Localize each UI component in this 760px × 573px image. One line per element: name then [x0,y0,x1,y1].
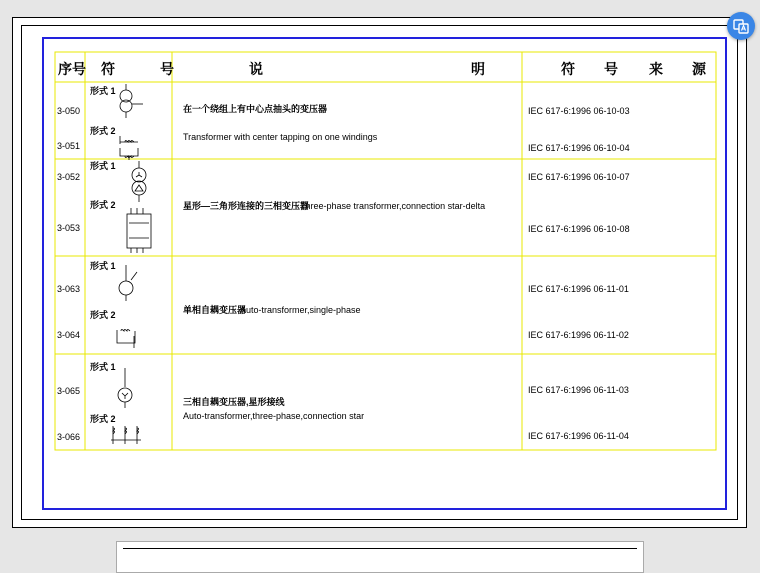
table-row [57,160,630,253]
form-label-1: 形式 1 [90,362,116,372]
header-no: 序号 [58,61,86,77]
description-en: Three-phase transformer,connection star-delta [300,201,486,211]
next-page-border [123,548,637,549]
description-en: Transformer with center tapping on one windings [183,132,378,142]
form-label-2: 形式 2 [90,200,116,210]
description-cn: 单相自耦变压器 [183,305,247,315]
row-number-2: 3-064 [57,330,81,340]
header-src-c: 来 [649,61,663,77]
header-desc-b: 明 [471,61,485,77]
star-delta-transformer-coil-symbol [127,208,151,253]
three-phase-auto-transformer-coil-symbol [111,426,141,444]
auto-transformer-symbol [119,265,137,301]
three-phase-auto-transformer-symbol [118,368,132,408]
description-cn: 星形—三角形连接的三相变压器 [183,201,310,211]
translate-page-button[interactable] [727,12,755,40]
header-src-a: 符 [561,61,575,77]
description-cn: 在一个绕组上有中心点抽头的变压器 [183,104,328,114]
header-symbol-b: 号 [160,61,174,77]
row-number-2: 3-051 [57,141,81,151]
header-src-d: 源 [692,61,706,77]
form-label-1: 形式 1 [90,261,116,271]
header-symbol-a: 符 [101,61,115,77]
next-page [116,541,644,573]
transformer-center-tap-symbol [120,84,143,118]
row-number-2: 3-066 [57,432,81,442]
auto-transformer-coil-symbol [117,330,135,349]
form-label-1: 形式 1 [90,86,116,96]
table-row [57,361,629,444]
row-number-2: 3-053 [57,223,81,233]
source-ref-2: IEC 617-6:1996 06-10-08 [528,224,630,234]
form-label-2: 形式 2 [90,414,116,424]
table-header [58,61,707,77]
form-label-1: 形式 1 [90,161,116,171]
row-number-1: 3-063 [57,284,81,294]
header-src-b: 号 [604,61,618,77]
header-desc-a: 说 [249,61,263,77]
form-label-2: 形式 2 [90,310,116,320]
document-page [12,17,747,528]
translate-page-icon [733,18,749,34]
transformer-center-tap-coil-symbol [120,136,138,160]
source-ref-1: IEC 617-6:1996 06-11-01 [528,284,629,294]
row-number-1: 3-050 [57,106,81,116]
source-ref-2: IEC 617-6:1996 06-11-04 [528,431,629,441]
source-ref-1: IEC 617-6:1996 06-11-03 [528,385,629,395]
source-ref-2: IEC 617-6:1996 06-11-02 [528,330,629,340]
description-cn: 三相自耦变压器,星形接线 [183,397,285,407]
description-en: Auto-transformer,single-phase [240,305,361,315]
star-delta-transformer-symbol [132,161,146,202]
row-number-1: 3-052 [57,172,81,182]
symbol-table [13,18,748,529]
row-number-1: 3-065 [57,386,81,396]
source-ref-1: IEC 617-6:1996 06-10-03 [528,106,630,116]
description-en: Auto-transformer,three-phase,connection star [183,411,365,421]
source-ref-1: IEC 617-6:1996 06-10-07 [528,172,630,182]
form-label-2: 形式 2 [90,126,116,136]
source-ref-2: IEC 617-6:1996 06-10-04 [528,143,630,153]
table-row [57,260,629,348]
table-row [57,84,630,160]
